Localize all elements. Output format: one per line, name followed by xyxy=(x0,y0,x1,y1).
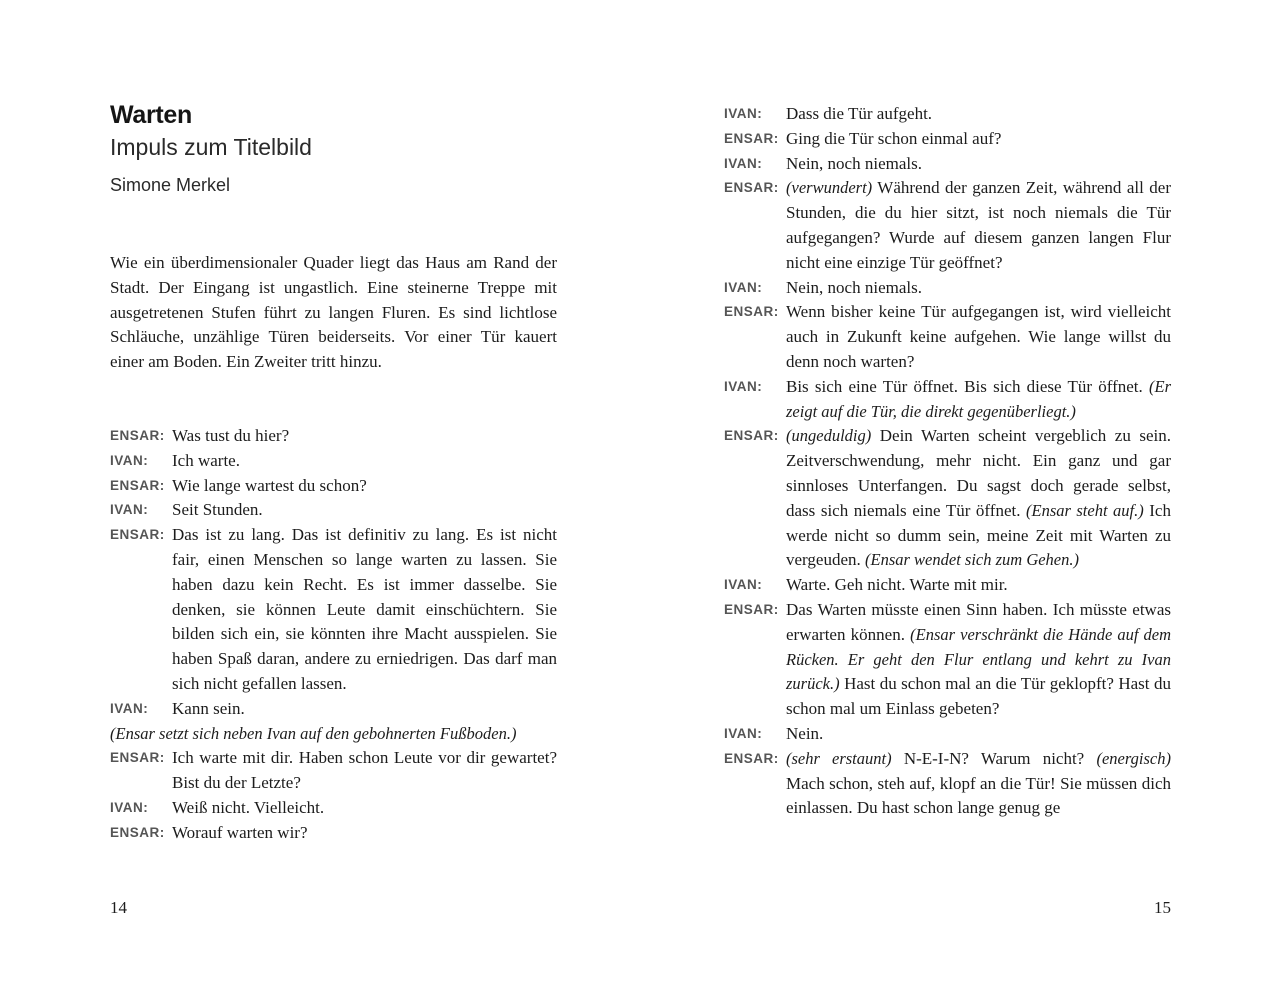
dialogue-line xyxy=(724,375,1171,425)
intro-paragraph: Wie ein überdimensionaler Quader liegt das Haus am Rand der Stadt. Der Eingang ist ungastlich. Eine steinerne Treppe mit ausgetretenen Stufen führt zu langen Fluren. Es sind lichtlose Schläuche, unzählige Türen beiderseits. Vor einer Tür kauert einer am Boden. Ein Zweiter tritt hinzu. xyxy=(110,253,557,372)
dialogue-line xyxy=(724,127,1171,152)
speaker-name: IVAN: xyxy=(110,799,149,815)
speech-segment: Während der ganzen Zeit, während all der Stunden, die du hier sitzt, ist noch niemals die Tür aufgegangen? Wurde auf diesem ganzen langen Flur nicht eine einzige Tür geöffnet? xyxy=(786,178,1171,272)
speaker-name: ENSAR: xyxy=(110,477,165,493)
speech-text xyxy=(172,498,557,523)
speech-text xyxy=(786,424,1171,573)
dialogue-line xyxy=(110,424,557,449)
dialogue-line xyxy=(724,424,1171,573)
speech-text xyxy=(786,300,1171,374)
dialogue-line xyxy=(724,152,1171,177)
speech-text xyxy=(786,152,1171,177)
speech-segment: Weiß nicht. Vielleicht. xyxy=(172,797,325,817)
stage-direction: (energisch) xyxy=(1096,748,1171,768)
speech-segment: Was tust du hier? xyxy=(172,426,290,445)
speech-segment: Ich warte. xyxy=(172,450,240,470)
dialogue-line xyxy=(110,796,557,821)
speech-segment: Bis sich eine Tür öffnet. Bis sich diese Tür öffnet. xyxy=(786,376,1149,396)
article-subtitle: Impuls zum Titelbild xyxy=(110,134,312,160)
dialogue-line xyxy=(724,300,1171,374)
speech-segment: Hast du schon mal an die Tür geklopft? Hast du schon mal um Einlass gebeten? xyxy=(786,674,1171,719)
speech-text xyxy=(786,573,1171,598)
speaker-name: IVAN: xyxy=(724,577,763,593)
dialogue-line xyxy=(110,523,557,697)
dialogue-block xyxy=(110,424,557,846)
speech-text xyxy=(172,474,557,499)
dialogue-line xyxy=(724,722,1171,747)
speaker-name: IVAN: xyxy=(724,155,763,171)
dialogue-block xyxy=(724,102,1171,821)
stage-direction: (Ensar steht auf.) xyxy=(1026,500,1144,520)
speech-text xyxy=(786,276,1171,301)
speech-segment: Ich warte mit dir. Haben schon Leute vor dir gewartet? Bist du der Letzte? xyxy=(172,748,557,793)
dialogue-line xyxy=(110,746,557,796)
speaker-name: IVAN: xyxy=(724,725,763,741)
speech-segment: Ging die Tür schon einmal auf? xyxy=(786,128,1002,148)
speech-segment: Dass die Tür aufgeht. xyxy=(786,104,933,123)
dialogue-line xyxy=(110,498,557,523)
speech-text xyxy=(172,796,557,821)
dialogue-line xyxy=(724,747,1171,821)
speaker-name: ENSAR: xyxy=(724,750,779,766)
speech-segment: Wie lange wartest du schon? xyxy=(172,475,367,495)
dialogue-line xyxy=(110,449,557,474)
speech-text xyxy=(172,424,557,449)
speaker-name: ENSAR: xyxy=(724,180,779,196)
speech-text xyxy=(786,375,1171,425)
speech-segment: Nein, noch niemals. xyxy=(786,153,922,173)
speech-segment: Warte. Geh nicht. Warte mit mir. xyxy=(786,575,1008,595)
dialogue-line xyxy=(110,474,557,499)
speaker-name: ENSAR: xyxy=(724,601,779,617)
speaker-name: ENSAR: xyxy=(110,750,165,766)
stage-direction xyxy=(110,722,557,747)
dialogue-line xyxy=(110,821,557,846)
page-number: 15 xyxy=(1154,898,1171,917)
right-page xyxy=(724,0,1171,988)
speech-text xyxy=(172,746,557,796)
stage-direction: (Ensar setzt sich neben Ivan auf den gebohnerten Fußboden.) xyxy=(110,723,517,743)
page-number: 14 xyxy=(110,898,127,917)
speech-text xyxy=(786,176,1171,275)
speech-segment: Nein, noch niemals. xyxy=(786,277,922,297)
left-page xyxy=(110,0,557,988)
speech-text xyxy=(786,722,1171,747)
speaker-name: ENSAR: xyxy=(110,527,165,543)
speech-text xyxy=(172,523,557,697)
stage-direction: (Er zeigt auf die Tür, die direkt gegenüberliegt.) xyxy=(786,376,1171,421)
dialogue-line xyxy=(724,598,1171,722)
dialogue-line xyxy=(724,176,1171,275)
article-title: Warten xyxy=(110,101,193,129)
stage-direction: (verwundert) xyxy=(786,178,873,198)
speech-segment: Mach schon, steh auf, klopf an die Tür! Sie müssen dich einlassen. Du hast schon lange genug ge xyxy=(786,773,1171,818)
speaker-name: ENSAR: xyxy=(110,824,165,840)
stage-direction: (Ensar verschränkt die Hände auf dem Rücken. Er geht den Flur entlang und kehrt zu Ivan zurück.) xyxy=(786,624,1171,694)
speaker-name: ENSAR: xyxy=(724,304,779,320)
speaker-name: IVAN: xyxy=(724,378,763,394)
speech-segment: Das Warten müsste einen Sinn haben. Ich müsste etwas erwarten können. xyxy=(786,599,1171,644)
dialogue-line xyxy=(724,102,1171,127)
speech-text xyxy=(172,821,557,846)
stage-direction: (Ensar wendet sich zum Gehen.) xyxy=(865,550,1080,570)
dialogue-line xyxy=(724,276,1171,301)
stage-direction: (ungeduldig) xyxy=(786,426,872,446)
speaker-name: IVAN: xyxy=(724,279,763,295)
speech-segment: Ich werde nicht so dumm sein, meine Zeit mit Warten zu vergeuden. xyxy=(786,500,1171,570)
dialogue-line xyxy=(724,573,1171,598)
speaker-name: IVAN: xyxy=(110,502,149,518)
speaker-name: ENSAR: xyxy=(724,428,779,444)
speech-text xyxy=(110,722,557,747)
author-name: Simone Merkel xyxy=(110,175,231,195)
speech-text xyxy=(786,598,1171,722)
speaker-name: ENSAR: xyxy=(110,428,165,443)
speech-text xyxy=(786,747,1171,821)
speaker-name: IVAN: xyxy=(110,452,149,468)
dialogue-line xyxy=(110,697,557,722)
speech-segment: Nein. xyxy=(786,723,824,743)
speech-segment: Worauf warten wir? xyxy=(172,822,308,842)
stage-direction: (sehr erstaunt) xyxy=(786,748,892,768)
speech-segment: Wenn bisher keine Tür aufgegangen ist, wird vielleicht auch in Zukunft keine aufgehen. Wie lange willst du denn noch warten? xyxy=(786,302,1171,371)
speech-segment: Dein Warten scheint vergeblich zu sein. Zeitverschwendung, mehr nicht. Ein ganz und gar sinnloses Unterfangen. Du sagst doch gerade selbst, dass sich niemals eine Tür öffnet. xyxy=(786,426,1171,520)
speech-segment: N-E-I-N? Warum nicht? xyxy=(891,748,1097,768)
speaker-name: IVAN: xyxy=(110,700,149,716)
speech-text xyxy=(786,102,1171,127)
speaker-name: IVAN: xyxy=(724,106,763,121)
speaker-name: ENSAR: xyxy=(724,130,779,146)
speech-text xyxy=(786,127,1171,152)
speech-text xyxy=(172,697,557,722)
speech-segment: Das ist zu lang. Das ist definitiv zu lang. Es ist nicht fair, einen Menschen so lange warten zu lassen. Sie haben dazu kein Recht. Es ist immer dasselbe. Sie denken, sie können Leute damit einschüchtern. Sie bilden sich ein, sie könnten ihre Macht ausspielen. Sie haben Spaß daran, andere zu erniedrigen. Das darf man sich nicht gefallen lassen. xyxy=(172,525,557,693)
speech-segment: Kann sein. xyxy=(172,698,245,718)
speech-segment: Seit Stunden. xyxy=(172,500,263,520)
speech-text xyxy=(172,449,557,474)
